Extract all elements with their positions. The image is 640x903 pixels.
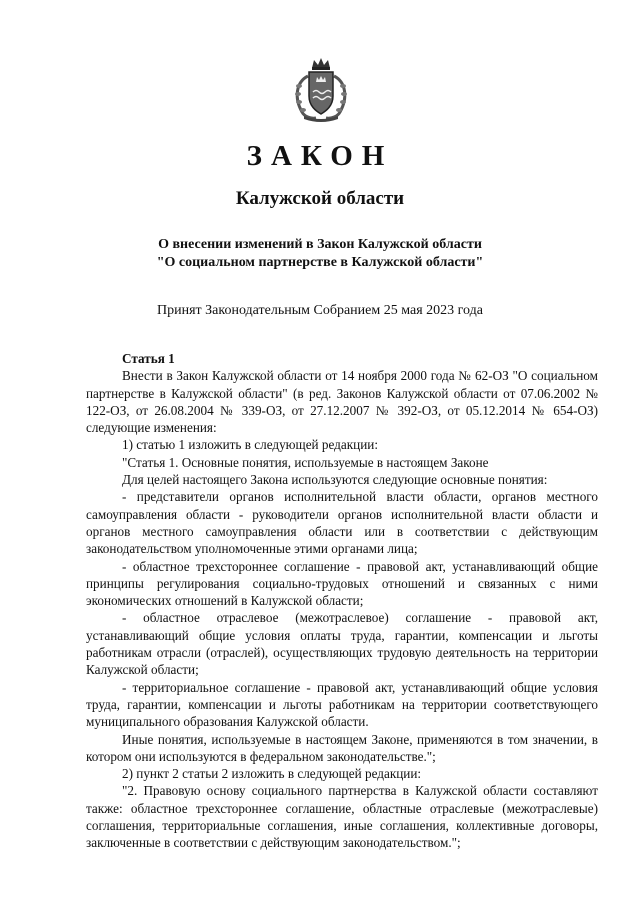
law-name-line-1: О внесении изменений в Закон Калужской области	[158, 237, 482, 252]
paragraph: "Статья 1. Основные понятия, используемые в настоящем Законе	[122, 454, 489, 470]
article-heading: Статья 1	[122, 351, 175, 366]
kaluga-coat-of-arms-icon	[290, 56, 352, 122]
paragraph: Иные понятия, используемые в настоящем Законе, применяются в том значении, в котором они используются в федеральном законодательстве.";	[86, 731, 598, 764]
paragraph: "2. Правовую основу социального партнерства в Калужской области составляют также: областное трехстороннее соглашение, областные отраслевые (межотраслевые) соглашения, территориальные соглашения, иные соглашения, коллективные договоры, заключенные в соответствии с действующим законодательством.";	[86, 783, 598, 851]
document-body	[86, 350, 598, 852]
law-name-line-2: "О социальном партнерстве в Калужской области"	[156, 255, 484, 270]
paragraph: - представители органов исполнительной власти области, органов местного самоуправления области - руководители органов исполнительной власти области и органов местного самоуправления области или в соответствии с действующим законодательством уполномоченные этими органами лица;	[86, 489, 598, 557]
document-title: ЗАКОН	[246, 140, 394, 172]
paragraph: - областное отраслевое (межотраслевое) соглашение - правовой акт, устанавливающий общие условия оплаты труда, гарантии, компенсации и льготы работникам отрасли (отраслей), осуществляющих трудовую деятельность на территории Калужской области;	[86, 610, 598, 678]
paragraph: 1) статью 1 изложить в следующей редакции:	[122, 437, 378, 453]
paragraph: 2) пункт 2 статьи 2 изложить в следующей редакции:	[122, 766, 422, 782]
paragraph: Внести в Закон Калужской области от 14 ноября 2000 года № 62-ОЗ "О социальном партнерстве в Калужской области" (в ред. Законов Калужской области от 07.06.2002 № 122-ОЗ, от 26.08.2004 № 339-ОЗ, от 27.12.2007 № 392-ОЗ, от 05.12.2014 № 654-ОЗ) следующие изменения:	[86, 368, 598, 436]
adoption-statement: Принят Законодательным Собранием 25 мая 2023 года	[157, 303, 483, 318]
document-subtitle: Калужской области	[235, 188, 405, 209]
paragraph: - областное трехстороннее соглашение - правовой акт, устанавливающий общие принципы регулирования социально-трудовых отношений и связанных с ними экономических отношений в Калужской области;	[86, 558, 598, 609]
paragraph: - территориальное соглашение - правовой акт, устанавливающий общие условия труда, гарантии, компенсации и льготы работникам на территории соответствующего муниципального образования Калужской области.	[86, 679, 598, 730]
paragraph: Для целей настоящего Закона используются следующие основные понятия:	[122, 472, 548, 488]
law-name	[0, 236, 640, 272]
